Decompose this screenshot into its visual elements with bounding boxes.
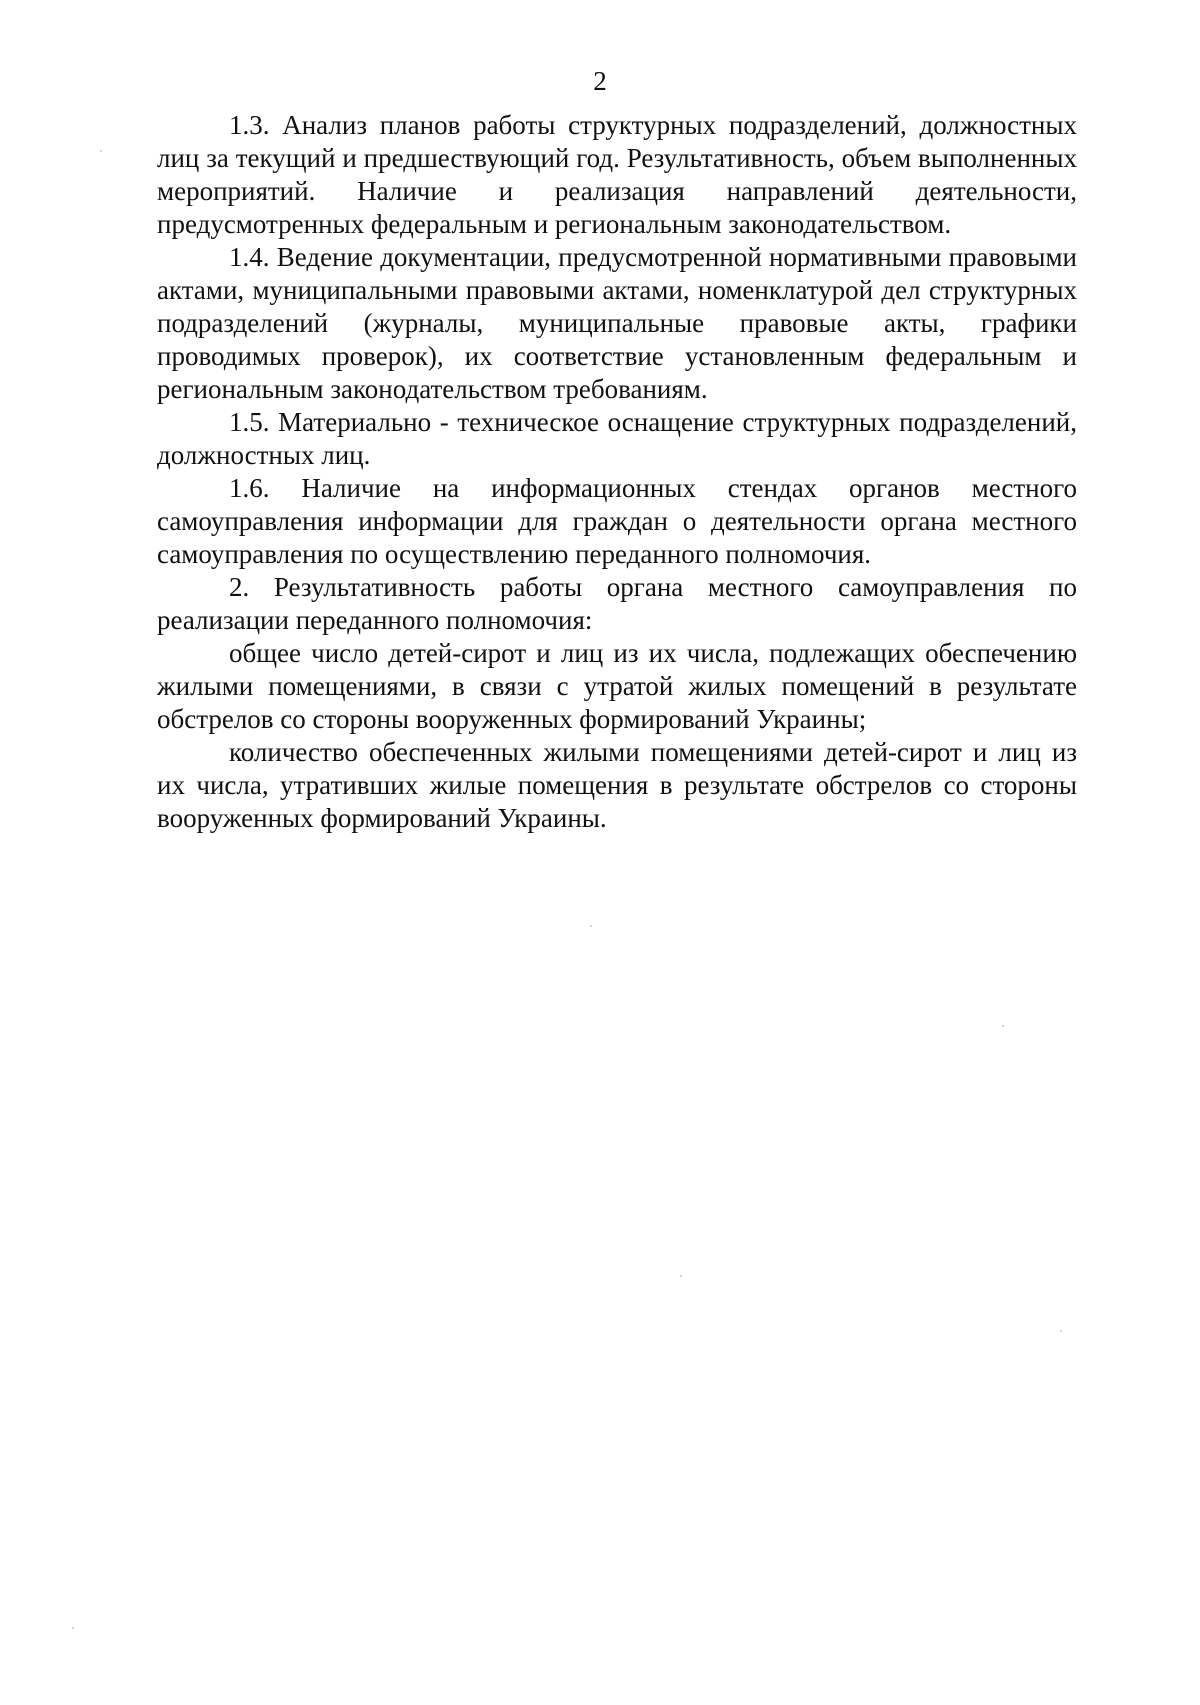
scan-speck	[590, 925, 592, 927]
paragraph-1-6: 1.6. Наличие на информационных стендах органов местного самоуправления информации для граждан о деятельности органа местного самоуправления по осуществлению переданного полномочия.	[157, 473, 1077, 569]
scan-speck	[1002, 1025, 1004, 1027]
paragraph-1-5: 1.5. Материально - техническое оснащение структурных подразделений, должностных лиц.	[157, 407, 1077, 470]
document-body	[157, 109, 1077, 835]
paragraph-2: 2. Результативность работы органа местного самоуправления по реализации переданного полномочия:	[157, 572, 1077, 635]
criterion-provided-orphans: количество обеспеченных жилыми помещениями детей-сирот и лиц из их числа, утративших жилые помещения в результате обстрелов со стороны вооруженных формирований Украины.	[157, 737, 1077, 833]
scan-speck	[100, 150, 102, 152]
paragraph-1-4: 1.4. Ведение документации, предусмотренной нормативными правовыми актами, муниципальными правовыми актами, номенклатурой дел структурных подразделений (журналы, муниципальные правовые акты, графики проводимых проверок), их соответствие установленным федеральным и региональным законодательством требованиям.	[157, 242, 1077, 404]
paragraph-1-3: 1.3. Анализ планов работы структурных подразделений, должностных лиц за текущий и предшествующий год. Результативность, объем выполненных мероприятий. Наличие и реализация направлений деятельности, предусмотренных федеральным и региональным законодательством.	[157, 110, 1077, 239]
page-number: 2	[593, 66, 607, 96]
scan-speck	[1060, 1330, 1062, 1332]
scan-speck	[72, 1627, 74, 1629]
criterion-total-orphans: общее число детей-сирот и лиц из их числа, подлежащих обеспечению жилыми помещениями, в связи с утратой жилых помещений в результате обстрелов со стороны вооруженных формирований Украины;	[157, 638, 1077, 734]
scan-speck	[680, 1275, 682, 1277]
